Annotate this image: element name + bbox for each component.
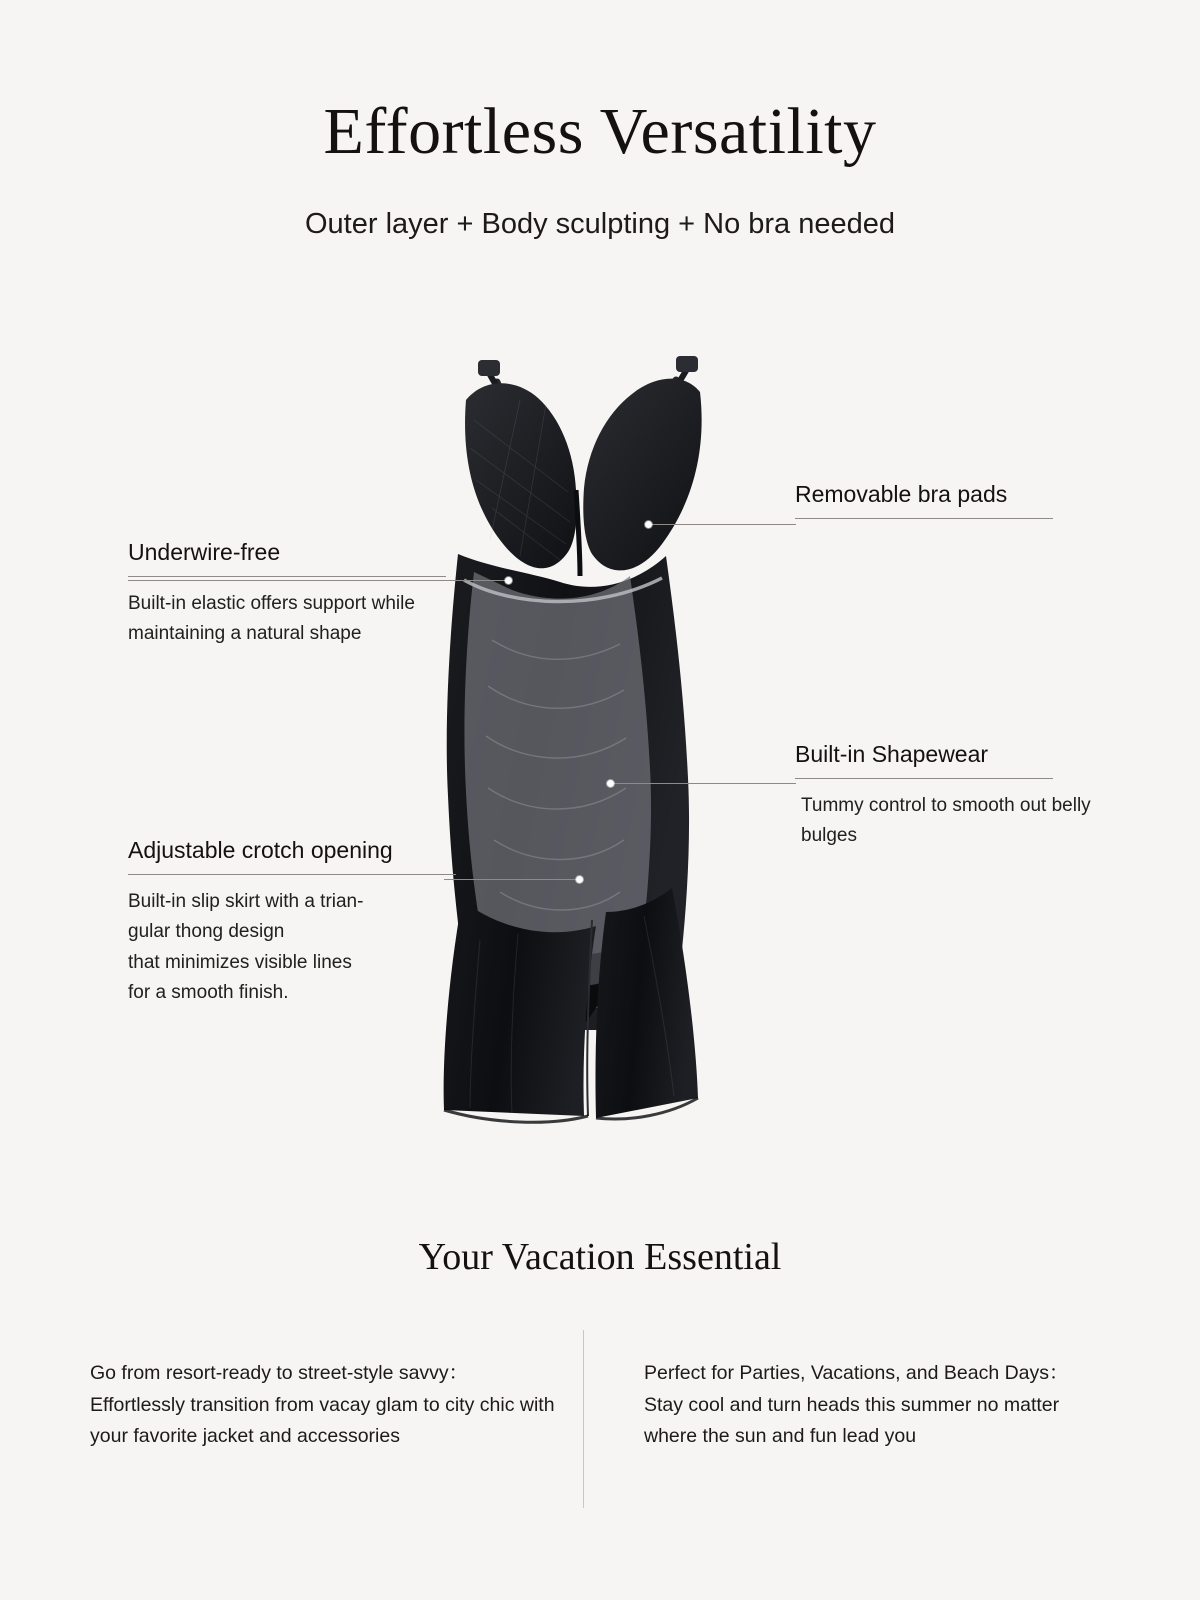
callout-rule-crotch [128,874,456,875]
anchor-dot-bra-pads [645,521,652,528]
callout-rule-bra-pads [795,518,1053,519]
callout-adjustable-crotch-opening [128,836,458,1008]
callout-title-shapewear: Built-in Shapewear [795,741,989,767]
anchor-dot-shapewear [607,780,614,787]
leader-line-bra-pads [648,524,796,525]
callout-title-bra-pads: Removable bra pads [795,481,1008,507]
callout-removable-bra-pads [795,480,1095,519]
bottom-columns [90,1358,1110,1453]
callout-body-crotch-line-4: for a smooth finish. [128,981,289,1003]
callout-body-crotch-line-3: that minimizes visible lines [128,951,352,973]
callout-underwire-free [128,538,448,650]
anchor-dot-crotch [576,876,583,883]
bust-cups [465,379,702,576]
page-subtitle: Outer layer + Body sculpting + No bra needed [304,208,896,240]
callout-title-underwire: Underwire-free [128,539,281,565]
callout-built-in-shapewear [795,740,1095,852]
callout-body-shapewear: Tummy control to smooth out belly bulges [801,794,1091,847]
leader-line-shapewear [612,783,796,784]
product-illustration [400,340,800,1150]
slip-dress-graphic [400,340,800,1150]
anchor-dot-underwire [505,577,512,584]
callout-rule-shapewear [795,778,1053,779]
callout-body-crotch [128,887,458,1009]
callout-body-crotch-line-2: gular thong design [128,921,285,943]
callout-body-crotch-line-1: Built-in slip skirt with a trian- [128,890,364,912]
callout-rule-underwire [128,576,446,577]
bottom-column-right: Perfect for Parties, Vacations, and Beach Days： Stay cool and turn heads this summer no matter where the sun and fun lead you [644,1362,1069,1448]
leader-line-crotch [444,879,580,880]
callout-body-underwire: Built-in elastic offers support while maintaining a natural shape [128,592,415,645]
section-title-vacation-essential: Your Vacation Essential [418,1236,782,1278]
bottom-column-left: Go from resort-ready to street-style savvy： Effortlessly transition from vacay glam to city chic with your favorite jacket and accessories [90,1362,555,1448]
callout-title-crotch: Adjustable crotch opening [128,837,393,863]
page-title: Effortless Versatility [323,95,877,168]
